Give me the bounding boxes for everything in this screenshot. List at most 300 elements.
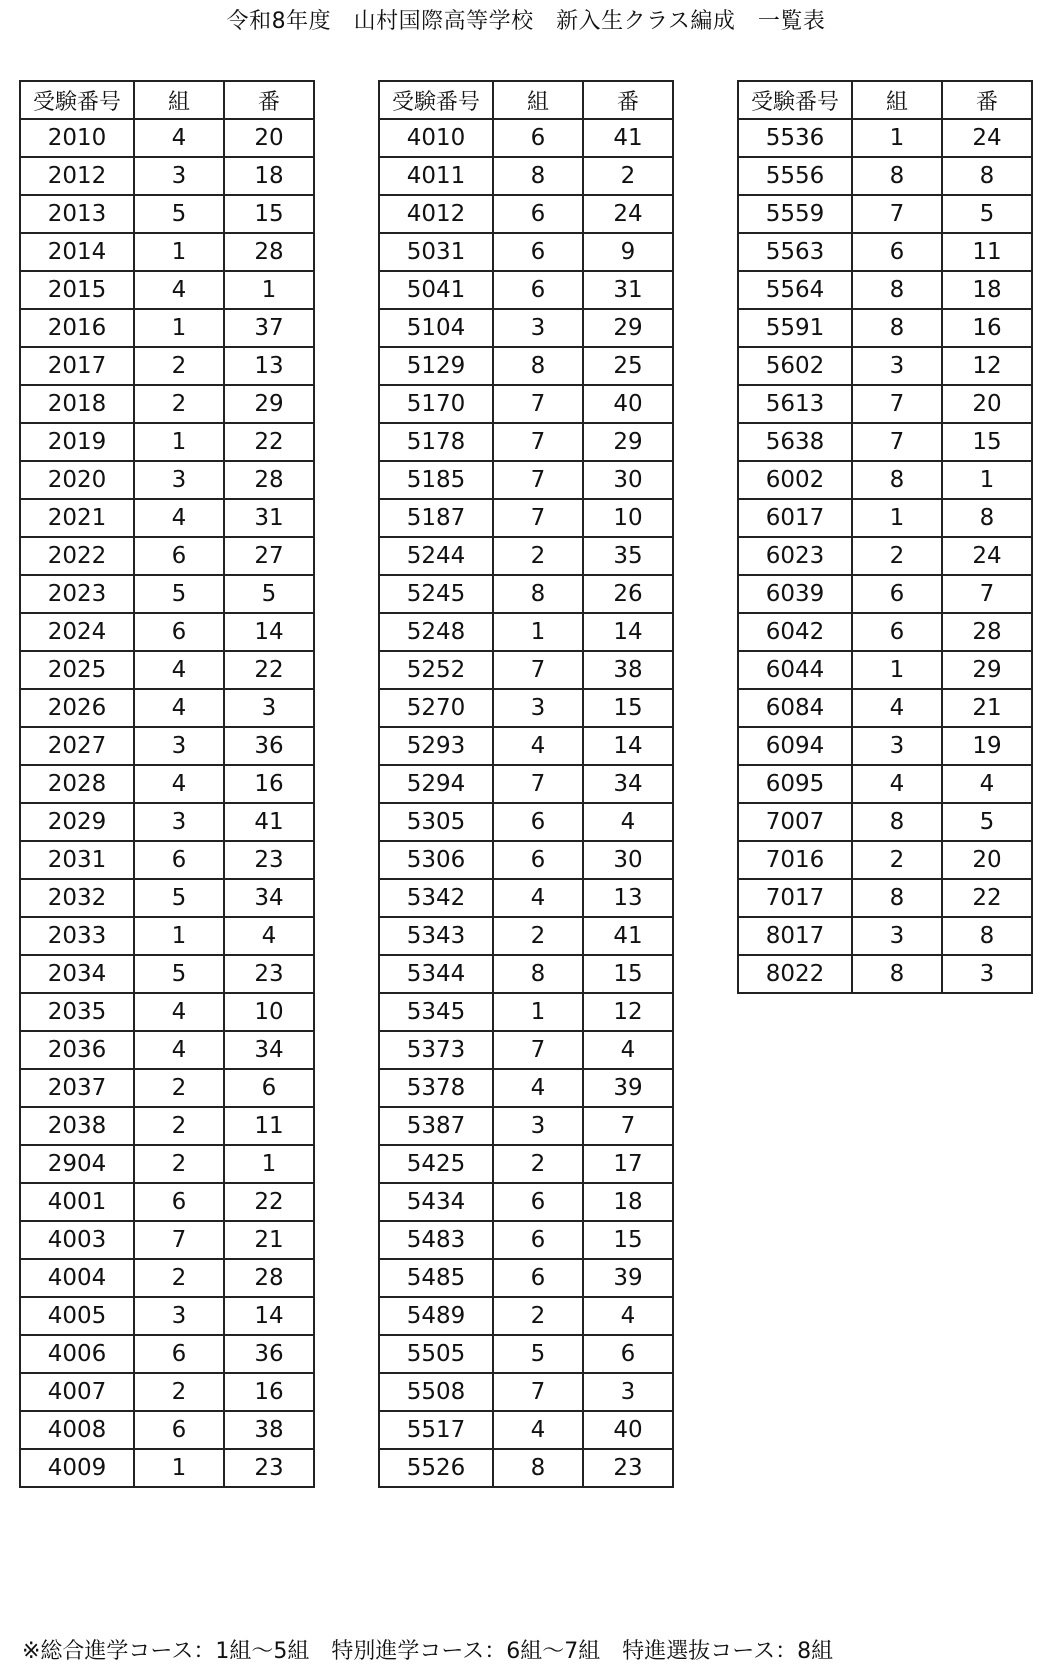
cell-exam-no: 2010 bbox=[20, 119, 134, 157]
cell-exam-no: 5270 bbox=[379, 689, 493, 727]
table-row bbox=[738, 423, 1032, 461]
cell-number: 23 bbox=[224, 955, 314, 993]
cell-class: 3 bbox=[134, 727, 224, 765]
cell-number: 21 bbox=[224, 1221, 314, 1259]
table-row bbox=[20, 499, 314, 537]
cell-class: 2 bbox=[134, 1259, 224, 1297]
cell-exam-no: 2012 bbox=[20, 157, 134, 195]
table-row bbox=[379, 347, 673, 385]
cell-class: 2 bbox=[134, 1069, 224, 1107]
table-row bbox=[20, 993, 314, 1031]
cell-number: 24 bbox=[942, 537, 1032, 575]
cell-exam-no: 5306 bbox=[379, 841, 493, 879]
cell-number: 31 bbox=[224, 499, 314, 537]
cell-class: 6 bbox=[852, 233, 942, 271]
cell-class: 8 bbox=[493, 575, 583, 613]
cell-class: 7 bbox=[852, 195, 942, 233]
cell-exam-no: 5613 bbox=[738, 385, 852, 423]
table-row bbox=[20, 119, 314, 157]
cell-number: 10 bbox=[224, 993, 314, 1031]
cell-class: 8 bbox=[493, 955, 583, 993]
table-row bbox=[379, 423, 673, 461]
table-row bbox=[20, 917, 314, 955]
cell-number: 5 bbox=[224, 575, 314, 613]
cell-number: 11 bbox=[224, 1107, 314, 1145]
cell-number: 10 bbox=[583, 499, 673, 537]
cell-exam-no: 4008 bbox=[20, 1411, 134, 1449]
cell-number: 41 bbox=[583, 119, 673, 157]
table-row bbox=[379, 993, 673, 1031]
cell-exam-no: 4011 bbox=[379, 157, 493, 195]
cell-class: 7 bbox=[852, 385, 942, 423]
cell-number: 34 bbox=[224, 1031, 314, 1069]
cell-number: 6 bbox=[224, 1069, 314, 1107]
cell-class: 3 bbox=[134, 157, 224, 195]
table-row bbox=[20, 689, 314, 727]
cell-exam-no: 5185 bbox=[379, 461, 493, 499]
cell-class: 6 bbox=[493, 119, 583, 157]
cell-number: 22 bbox=[224, 423, 314, 461]
cell-number: 4 bbox=[583, 1031, 673, 1069]
table-row bbox=[379, 1259, 673, 1297]
cell-class: 3 bbox=[134, 803, 224, 841]
table-row bbox=[738, 271, 1032, 309]
cell-number: 15 bbox=[583, 955, 673, 993]
cell-exam-no: 4010 bbox=[379, 119, 493, 157]
cell-exam-no: 7017 bbox=[738, 879, 852, 917]
cell-class: 7 bbox=[852, 423, 942, 461]
cell-number: 39 bbox=[583, 1069, 673, 1107]
cell-number: 14 bbox=[224, 613, 314, 651]
cell-number: 38 bbox=[224, 1411, 314, 1449]
cell-class: 4 bbox=[493, 1411, 583, 1449]
cell-number: 15 bbox=[583, 689, 673, 727]
class-table-1 bbox=[19, 80, 315, 1488]
cell-class: 2 bbox=[493, 917, 583, 955]
class-table-2 bbox=[378, 80, 674, 1488]
cell-class: 3 bbox=[493, 309, 583, 347]
cell-number: 14 bbox=[583, 727, 673, 765]
cell-exam-no: 5344 bbox=[379, 955, 493, 993]
header-number: 番 bbox=[583, 81, 673, 119]
table-row bbox=[738, 195, 1032, 233]
table-row bbox=[20, 841, 314, 879]
cell-exam-no: 2021 bbox=[20, 499, 134, 537]
cell-exam-no: 5517 bbox=[379, 1411, 493, 1449]
table-row bbox=[738, 879, 1032, 917]
cell-number: 8 bbox=[942, 499, 1032, 537]
cell-number: 21 bbox=[942, 689, 1032, 727]
cell-class: 6 bbox=[134, 1411, 224, 1449]
cell-number: 16 bbox=[942, 309, 1032, 347]
table-row bbox=[20, 271, 314, 309]
table-row bbox=[379, 537, 673, 575]
cell-class: 1 bbox=[134, 423, 224, 461]
cell-exam-no: 5187 bbox=[379, 499, 493, 537]
cell-number: 38 bbox=[583, 651, 673, 689]
cell-number: 8 bbox=[942, 917, 1032, 955]
cell-number: 23 bbox=[583, 1449, 673, 1487]
cell-exam-no: 5387 bbox=[379, 1107, 493, 1145]
cell-exam-no: 4004 bbox=[20, 1259, 134, 1297]
cell-number: 24 bbox=[942, 119, 1032, 157]
cell-number: 28 bbox=[224, 1259, 314, 1297]
table-row bbox=[20, 727, 314, 765]
cell-exam-no: 2023 bbox=[20, 575, 134, 613]
table-row bbox=[379, 1297, 673, 1335]
cell-class: 2 bbox=[493, 1297, 583, 1335]
cell-number: 28 bbox=[224, 233, 314, 271]
table-row bbox=[738, 499, 1032, 537]
cell-class: 8 bbox=[852, 157, 942, 195]
table-row bbox=[20, 879, 314, 917]
table-row bbox=[20, 537, 314, 575]
table-row bbox=[379, 1449, 673, 1487]
cell-exam-no: 4012 bbox=[379, 195, 493, 233]
cell-number: 17 bbox=[583, 1145, 673, 1183]
cell-class: 4 bbox=[134, 993, 224, 1031]
cell-exam-no: 5343 bbox=[379, 917, 493, 955]
cell-class: 5 bbox=[134, 955, 224, 993]
cell-class: 6 bbox=[134, 841, 224, 879]
cell-exam-no: 5104 bbox=[379, 309, 493, 347]
cell-class: 6 bbox=[134, 537, 224, 575]
cell-number: 1 bbox=[942, 461, 1032, 499]
cell-class: 4 bbox=[852, 689, 942, 727]
cell-number: 15 bbox=[224, 195, 314, 233]
header-number: 番 bbox=[224, 81, 314, 119]
table-row bbox=[738, 727, 1032, 765]
cell-exam-no: 5602 bbox=[738, 347, 852, 385]
cell-exam-no: 4007 bbox=[20, 1373, 134, 1411]
cell-exam-no: 2025 bbox=[20, 651, 134, 689]
header-class: 組 bbox=[134, 81, 224, 119]
cell-exam-no: 5252 bbox=[379, 651, 493, 689]
cell-class: 2 bbox=[493, 1145, 583, 1183]
cell-class: 3 bbox=[852, 727, 942, 765]
cell-class: 4 bbox=[134, 689, 224, 727]
cell-class: 5 bbox=[134, 575, 224, 613]
cell-exam-no: 7016 bbox=[738, 841, 852, 879]
cell-exam-no: 5248 bbox=[379, 613, 493, 651]
table-row bbox=[20, 1373, 314, 1411]
cell-class: 1 bbox=[852, 651, 942, 689]
cell-exam-no: 2020 bbox=[20, 461, 134, 499]
cell-class: 8 bbox=[852, 309, 942, 347]
cell-exam-no: 2032 bbox=[20, 879, 134, 917]
cell-class: 2 bbox=[134, 1145, 224, 1183]
cell-exam-no: 5485 bbox=[379, 1259, 493, 1297]
table-row bbox=[20, 461, 314, 499]
table-row bbox=[379, 499, 673, 537]
cell-number: 31 bbox=[583, 271, 673, 309]
cell-number: 12 bbox=[583, 993, 673, 1031]
cell-exam-no: 2033 bbox=[20, 917, 134, 955]
cell-class: 4 bbox=[493, 879, 583, 917]
cell-exam-no: 5293 bbox=[379, 727, 493, 765]
cell-exam-no: 5483 bbox=[379, 1221, 493, 1259]
table-row bbox=[379, 575, 673, 613]
cell-class: 6 bbox=[852, 613, 942, 651]
cell-number: 40 bbox=[583, 385, 673, 423]
cell-number: 27 bbox=[224, 537, 314, 575]
table-row bbox=[379, 1335, 673, 1373]
table-row bbox=[20, 955, 314, 993]
cell-number: 14 bbox=[583, 613, 673, 651]
table-row bbox=[20, 195, 314, 233]
cell-class: 7 bbox=[134, 1221, 224, 1259]
cell-number: 13 bbox=[224, 347, 314, 385]
table-row bbox=[738, 955, 1032, 993]
table-row bbox=[738, 461, 1032, 499]
cell-class: 1 bbox=[852, 499, 942, 537]
cell-class: 6 bbox=[493, 841, 583, 879]
cell-number: 29 bbox=[583, 423, 673, 461]
cell-number: 34 bbox=[224, 879, 314, 917]
table-row bbox=[20, 1183, 314, 1221]
cell-class: 6 bbox=[134, 1335, 224, 1373]
cell-number: 11 bbox=[942, 233, 1032, 271]
table-row bbox=[738, 119, 1032, 157]
cell-class: 6 bbox=[134, 1183, 224, 1221]
page-title: 令和8年度 山村国際高等学校 新入生クラス編成 一覧表 bbox=[226, 9, 826, 34]
cell-number: 19 bbox=[942, 727, 1032, 765]
cell-exam-no: 6023 bbox=[738, 537, 852, 575]
table-row bbox=[379, 233, 673, 271]
cell-exam-no: 2904 bbox=[20, 1145, 134, 1183]
cell-number: 23 bbox=[224, 841, 314, 879]
cell-number: 7 bbox=[942, 575, 1032, 613]
table-row bbox=[738, 765, 1032, 803]
cell-number: 18 bbox=[224, 157, 314, 195]
header-exam-no: 受験番号 bbox=[379, 81, 493, 119]
cell-number: 9 bbox=[583, 233, 673, 271]
cell-class: 1 bbox=[134, 233, 224, 271]
cell-class: 4 bbox=[134, 651, 224, 689]
cell-exam-no: 5536 bbox=[738, 119, 852, 157]
cell-number: 4 bbox=[942, 765, 1032, 803]
cell-class: 8 bbox=[852, 879, 942, 917]
header-class: 組 bbox=[852, 81, 942, 119]
cell-exam-no: 5425 bbox=[379, 1145, 493, 1183]
cell-exam-no: 5638 bbox=[738, 423, 852, 461]
cell-exam-no: 2038 bbox=[20, 1107, 134, 1145]
cell-class: 7 bbox=[493, 461, 583, 499]
cell-number: 22 bbox=[224, 651, 314, 689]
cell-exam-no: 5345 bbox=[379, 993, 493, 1031]
cell-number: 1 bbox=[224, 1145, 314, 1183]
table-row bbox=[379, 271, 673, 309]
header-class: 組 bbox=[493, 81, 583, 119]
table-row bbox=[20, 233, 314, 271]
cell-exam-no: 2028 bbox=[20, 765, 134, 803]
table-row bbox=[379, 1183, 673, 1221]
cell-number: 3 bbox=[583, 1373, 673, 1411]
cell-class: 8 bbox=[493, 1449, 583, 1487]
cell-class: 7 bbox=[493, 423, 583, 461]
cell-number: 30 bbox=[583, 461, 673, 499]
cell-number: 41 bbox=[583, 917, 673, 955]
cell-class: 4 bbox=[852, 765, 942, 803]
table-row bbox=[20, 1411, 314, 1449]
cell-exam-no: 2017 bbox=[20, 347, 134, 385]
cell-number: 18 bbox=[583, 1183, 673, 1221]
table-row bbox=[379, 727, 673, 765]
cell-class: 4 bbox=[134, 271, 224, 309]
cell-class: 3 bbox=[852, 347, 942, 385]
table-header-row bbox=[379, 81, 673, 119]
cell-exam-no: 2034 bbox=[20, 955, 134, 993]
cell-exam-no: 5244 bbox=[379, 537, 493, 575]
cell-exam-no: 4001 bbox=[20, 1183, 134, 1221]
cell-class: 1 bbox=[493, 993, 583, 1031]
cell-number: 3 bbox=[942, 955, 1032, 993]
cell-exam-no: 5526 bbox=[379, 1449, 493, 1487]
table-row bbox=[379, 613, 673, 651]
cell-number: 3 bbox=[224, 689, 314, 727]
cell-exam-no: 6002 bbox=[738, 461, 852, 499]
cell-exam-no: 5305 bbox=[379, 803, 493, 841]
cell-exam-no: 5378 bbox=[379, 1069, 493, 1107]
cell-number: 15 bbox=[942, 423, 1032, 461]
course-footnote: ※総合進学コース：1組～5組 特別進学コース：6組～7組 特進選抜コース：8組 bbox=[22, 1639, 834, 1664]
cell-class: 7 bbox=[493, 1031, 583, 1069]
table-header-row bbox=[20, 81, 314, 119]
cell-exam-no: 5129 bbox=[379, 347, 493, 385]
cell-number: 30 bbox=[583, 841, 673, 879]
cell-exam-no: 2015 bbox=[20, 271, 134, 309]
table-row bbox=[379, 1373, 673, 1411]
cell-exam-no: 2036 bbox=[20, 1031, 134, 1069]
table-row bbox=[20, 385, 314, 423]
cell-class: 5 bbox=[493, 1335, 583, 1373]
cell-class: 3 bbox=[134, 461, 224, 499]
table-row bbox=[738, 347, 1032, 385]
cell-class: 6 bbox=[493, 271, 583, 309]
cell-class: 2 bbox=[493, 537, 583, 575]
cell-exam-no: 5591 bbox=[738, 309, 852, 347]
cell-number: 35 bbox=[583, 537, 673, 575]
cell-number: 5 bbox=[942, 803, 1032, 841]
cell-exam-no: 7007 bbox=[738, 803, 852, 841]
cell-class: 6 bbox=[493, 803, 583, 841]
cell-exam-no: 4009 bbox=[20, 1449, 134, 1487]
table-row bbox=[20, 423, 314, 461]
cell-exam-no: 5559 bbox=[738, 195, 852, 233]
table-row bbox=[20, 1031, 314, 1069]
cell-exam-no: 2027 bbox=[20, 727, 134, 765]
table-row bbox=[379, 879, 673, 917]
table-row bbox=[20, 1107, 314, 1145]
table-row bbox=[20, 157, 314, 195]
table-row bbox=[738, 385, 1032, 423]
table-row bbox=[738, 613, 1032, 651]
cell-number: 4 bbox=[583, 803, 673, 841]
table-row bbox=[379, 689, 673, 727]
cell-exam-no: 4006 bbox=[20, 1335, 134, 1373]
cell-number: 4 bbox=[583, 1297, 673, 1335]
cell-exam-no: 6094 bbox=[738, 727, 852, 765]
cell-class: 6 bbox=[852, 575, 942, 613]
cell-number: 22 bbox=[224, 1183, 314, 1221]
table-row bbox=[20, 347, 314, 385]
cell-number: 8 bbox=[942, 157, 1032, 195]
table-row bbox=[20, 803, 314, 841]
cell-class: 1 bbox=[493, 613, 583, 651]
cell-number: 1 bbox=[224, 271, 314, 309]
table-row bbox=[20, 1449, 314, 1487]
cell-number: 15 bbox=[583, 1221, 673, 1259]
cell-exam-no: 5489 bbox=[379, 1297, 493, 1335]
cell-class: 1 bbox=[134, 1449, 224, 1487]
cell-class: 6 bbox=[493, 233, 583, 271]
table-row bbox=[20, 613, 314, 651]
table-row bbox=[20, 1259, 314, 1297]
table-row bbox=[379, 1411, 673, 1449]
cell-class: 7 bbox=[493, 1373, 583, 1411]
table-row bbox=[379, 119, 673, 157]
table-header-row bbox=[738, 81, 1032, 119]
cell-class: 6 bbox=[493, 1259, 583, 1297]
table-row bbox=[379, 157, 673, 195]
cell-exam-no: 2018 bbox=[20, 385, 134, 423]
cell-class: 4 bbox=[134, 765, 224, 803]
cell-class: 3 bbox=[852, 917, 942, 955]
cell-class: 6 bbox=[493, 1221, 583, 1259]
cell-exam-no: 5041 bbox=[379, 271, 493, 309]
cell-exam-no: 2019 bbox=[20, 423, 134, 461]
cell-exam-no: 8022 bbox=[738, 955, 852, 993]
cell-number: 24 bbox=[583, 195, 673, 233]
table-row bbox=[20, 1069, 314, 1107]
cell-exam-no: 5178 bbox=[379, 423, 493, 461]
cell-exam-no: 5508 bbox=[379, 1373, 493, 1411]
cell-exam-no: 2024 bbox=[20, 613, 134, 651]
cell-number: 16 bbox=[224, 765, 314, 803]
cell-class: 4 bbox=[134, 499, 224, 537]
cell-class: 8 bbox=[493, 347, 583, 385]
cell-exam-no: 6017 bbox=[738, 499, 852, 537]
header-exam-no: 受験番号 bbox=[20, 81, 134, 119]
cell-number: 26 bbox=[583, 575, 673, 613]
cell-exam-no: 2014 bbox=[20, 233, 134, 271]
cell-class: 6 bbox=[493, 1183, 583, 1221]
cell-exam-no: 4005 bbox=[20, 1297, 134, 1335]
cell-exam-no: 5563 bbox=[738, 233, 852, 271]
cell-number: 34 bbox=[583, 765, 673, 803]
cell-class: 7 bbox=[493, 499, 583, 537]
cell-number: 4 bbox=[224, 917, 314, 955]
cell-number: 39 bbox=[583, 1259, 673, 1297]
table-row bbox=[738, 689, 1032, 727]
cell-number: 20 bbox=[942, 841, 1032, 879]
cell-class: 8 bbox=[493, 157, 583, 195]
cell-number: 41 bbox=[224, 803, 314, 841]
cell-number: 14 bbox=[224, 1297, 314, 1335]
table-row bbox=[20, 765, 314, 803]
table-row bbox=[738, 157, 1032, 195]
cell-class: 2 bbox=[134, 1107, 224, 1145]
cell-class: 4 bbox=[134, 1031, 224, 1069]
cell-number: 20 bbox=[224, 119, 314, 157]
table-row bbox=[738, 233, 1032, 271]
cell-exam-no: 5556 bbox=[738, 157, 852, 195]
table-row bbox=[738, 309, 1032, 347]
cell-number: 13 bbox=[583, 879, 673, 917]
cell-number: 18 bbox=[942, 271, 1032, 309]
cell-class: 6 bbox=[134, 613, 224, 651]
cell-exam-no: 2022 bbox=[20, 537, 134, 575]
